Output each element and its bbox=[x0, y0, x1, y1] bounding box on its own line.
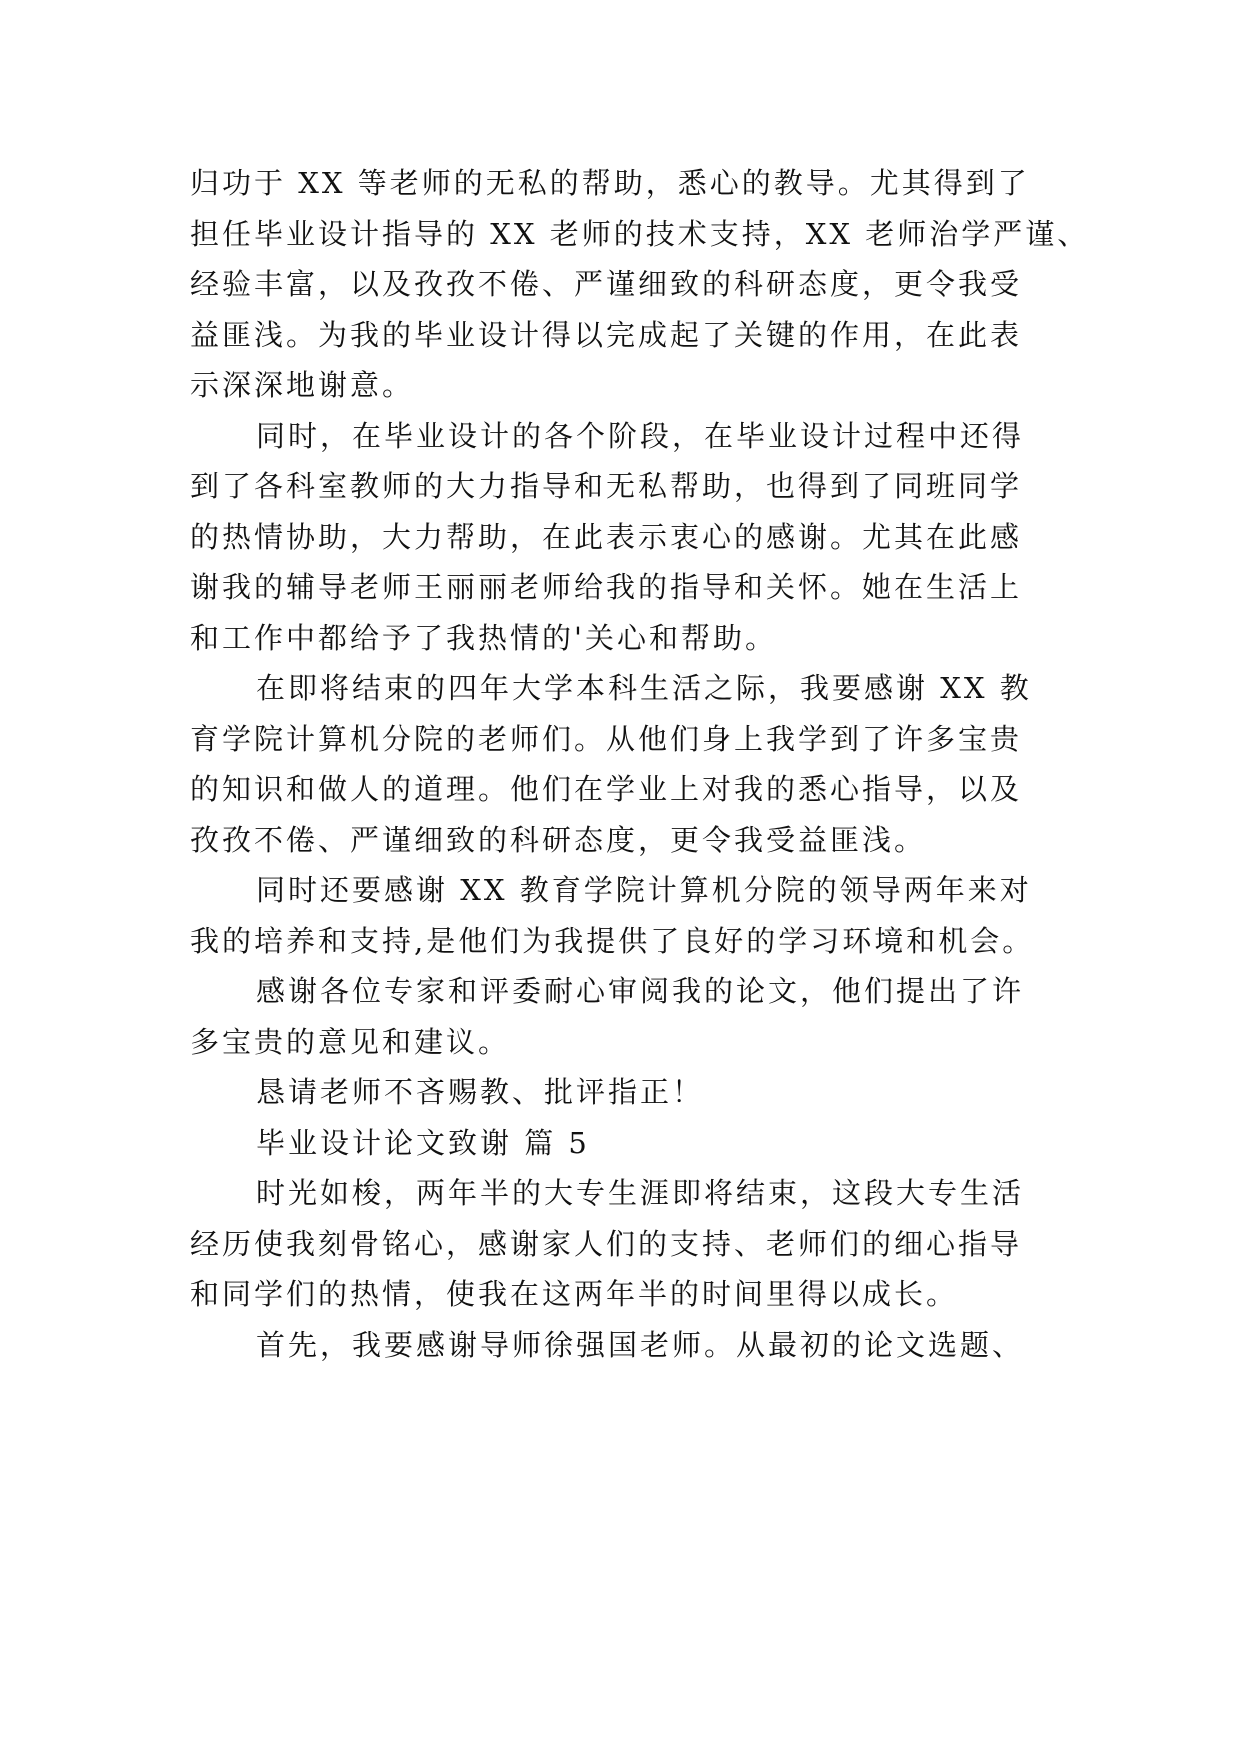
text-line-8: 的热情协助，大力帮助，在此表示衷心的感谢。尤其在此感 bbox=[190, 519, 1023, 554]
text-line-7: 到了各科室教师的大力指导和无私帮助，也得到了同班同学 bbox=[190, 469, 1023, 503]
document-body bbox=[190, 158, 1090, 1370]
text-line-12: 育学院计算机分院的老师们。从他们身上我学到了许多宝贵 bbox=[190, 721, 1023, 756]
text-line-11: 在即将结束的四年大学本科生活之际，我要感谢 XX 教 bbox=[256, 671, 1032, 705]
text-line-22: 经历使我刻骨铭心，感谢家人们的支持、老师们的细心指导 bbox=[190, 1226, 1023, 1261]
text-line-14: 孜孜不倦、严谨细致的科研态度，更令我受益匪浅。 bbox=[190, 822, 927, 857]
text-line-23: 和同学们的热情，使我在这两年半的时间里得以成长。 bbox=[190, 1277, 959, 1311]
text-line-19: 恳请老师不吝赐教、批评指正！ bbox=[256, 1075, 705, 1109]
text-line-3: 经验丰富，以及孜孜不倦、严谨细致的科研态度，更令我受 bbox=[190, 267, 1023, 301]
text-line-15: 同时还要感谢 XX 教育学院计算机分院的领导两年来对 bbox=[256, 873, 1032, 907]
text-line-4: 益匪浅。为我的毕业设计得以完成起了关键的作用，在此表 bbox=[190, 317, 1023, 352]
section-heading: 毕业设计论文致谢 篇 5 bbox=[256, 1125, 590, 1160]
text-line-17: 感谢各位专家和评委耐心审阅我的论文，他们提出了许 bbox=[256, 974, 1025, 1008]
text-line-21: 时光如梭，两年半的大专生涯即将结束，这段大专生活 bbox=[256, 1176, 1025, 1210]
text-line-1: 归功于 XX 等老师的无私的帮助，悉心的教导。尤其得到了 bbox=[190, 166, 1030, 200]
text-line-2: 担任毕业设计指导的 XX 老师的技术支持，XX 老师治学严谨、 bbox=[190, 216, 1090, 251]
text-line-10: 和工作中都给予了我热情的'关心和帮助。 bbox=[190, 620, 777, 655]
text-line-24: 首先，我要感谢导师徐强国老师。从最初的论文选题、 bbox=[256, 1327, 1025, 1362]
text-line-16: 我的培养和支持,是他们为我提供了良好的学习环境和机会。 bbox=[190, 923, 1035, 958]
text-line-6: 同时，在毕业设计的各个阶段，在毕业设计过程中还得 bbox=[256, 418, 1025, 453]
text-line-5: 示深深地谢意。 bbox=[190, 368, 415, 402]
text-line-13: 的知识和做人的道理。他们在学业上对我的悉心指导，以及 bbox=[190, 772, 1023, 806]
text-line-18: 多宝贵的意见和建议。 bbox=[190, 1024, 511, 1059]
text-line-9: 谢我的辅导老师王丽丽老师给我的指导和关怀。她在生活上 bbox=[190, 570, 1023, 604]
